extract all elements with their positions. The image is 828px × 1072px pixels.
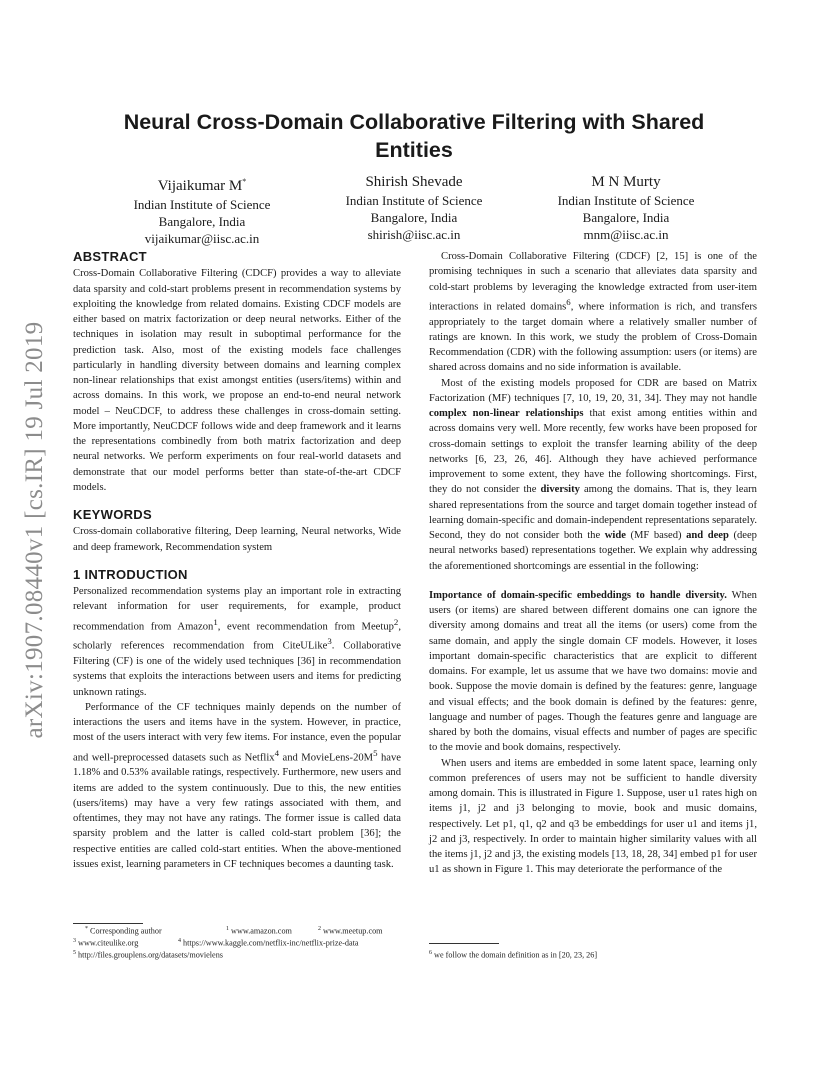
right-paragraph-1: Cross-Domain Collaborative Filtering (CDCF) [2, 15] is one of the promising techniques in such a scenario that alleviates data sparsity and cold-start problems by leveraging the knowledge extracted from user-item interactions in related domains$^6$, where information is rich, and transfers appropriately to the target domain where a relatively smaller number of ratings are known. In this work, we study the problem of Cross-Domain Recommendation (CDR) with the following assumption: users (or items) are shared across domains and no side information is available. bbox=[429, 251, 757, 374]
author-email: vijaikumar@iisc.ac.in bbox=[144, 231, 260, 246]
right-paragraph-4: When users and items are embedded in some latent space, learning only common preferences of users may not be sufficient to handle diversity among domain. This is illustrated in Figure 1. Suppose, user u1 rates high on items j1, j2 and j3 belonging to movie, book and music domains, respectively. Let p1, q1, q2 and q3 be embeddings for user u1 and items j1, j2 and j3, respectively. In order to maintain higher similarity values with all the items j1, j2 and j3, the existing models [13, 18, 28, 34] embed p1 for user u1 as shown in Figure 1. This may deteriorate the performance of the bbox=[429, 757, 757, 876]
introduction-heading: 1 INTRODUCTION bbox=[73, 566, 188, 582]
arxiv-id: arXiv:1907.08440v1 [cs.IR] 19 Jul 2019 bbox=[21, 321, 48, 739]
footnote-corresponding: * Corresponding author bbox=[85, 926, 162, 936]
author-name: Vijaikumar M bbox=[157, 178, 243, 194]
footnote-5: $^5$ http://files.grouplens.org/datasets/movielens bbox=[73, 950, 223, 960]
right-paragraph-3: Importance of domain-specific embeddings to handle diversity. When users (or items) are shared between different domains one can ignore the diversity among domains and treat all the items (or users) come from the same domain, and apply the single domain CF models. However, it loses important domain-specific characteristics that are explicit to different domains. For example, let us assume that we have two domains: movie and book. Suppose the movie domain is defined by the features: genre, language and visual effects; and the book domain is defined by the features: genre, language and number of pages. Though the features genre and language are shared by both the domains, visual effects and number of pages are specific to the movie and book domains, respectively. bbox=[429, 589, 757, 754]
footnote-3: $^3$ www.citeulike.org bbox=[73, 938, 139, 948]
author-location: Bangalore, India bbox=[158, 214, 246, 229]
abstract-heading: ABSTRACT bbox=[73, 249, 147, 264]
keywords-text: Cross-domain collaborative filtering, Deep learning, Neural networks, Wide and deep framework, Recommendation system bbox=[73, 526, 401, 553]
author-affiliation: Indian Institute of Science bbox=[345, 193, 483, 208]
footnote-1: $^1$ www.amazon.com bbox=[226, 926, 292, 936]
intro-paragraph-1: Personalized recommendation systems play an important role in extracting relevant information for user requirements, for example, product recommendation from Amazon$^1$, event recommendation from Meetup$^2$, scholarly references recommendation from CiteULike$^3$. Collaborative Filtering (CF) is one of the widely used techniques [36] in recommendation systems that exploits the interactions between users and items for predicting unknown ratings. bbox=[73, 586, 401, 698]
author-mark: * bbox=[242, 177, 247, 186]
footnote-6: $^6$ we follow the domain definition as in [20, 23, 26] bbox=[429, 950, 598, 960]
author-name: M N Murty bbox=[591, 174, 661, 190]
right-column bbox=[429, 249, 757, 878]
author-1 bbox=[96, 172, 308, 247]
author-location: Bangalore, India bbox=[582, 210, 670, 225]
keywords-heading: KEYWORDS bbox=[73, 507, 152, 522]
footnote-rule-right bbox=[429, 943, 499, 944]
author-2 bbox=[308, 172, 520, 247]
author-block bbox=[96, 172, 732, 247]
intro-paragraph-2: Performance of the CF techniques mainly depends on the number of interactions the users and items have in the system. However, in practice, most of the users interact with very few items. For instance, even the popular and well-preprocessed datasets such as Netflix$^4$ and MovieLens-$20M^5$ have 1.18% and 0.53% available ratings, respectively. Furthermore, new users and items are added to the system continuously. Due to this, the new entities (users/items) may have a very few ratings associated with them, and oftentimes, they may not have any ratings. The former issue is called data sparsity problem and the latter is called cold-start problem [36]; the respective entities are called cold-start entities. When the above-mentioned issues exist, learning parameters in CF techniques becomes a daunting task. bbox=[73, 701, 402, 870]
footnote-4: $^4$ https://www.kaggle.com/netflix-inc/netflix-prize-data bbox=[178, 938, 359, 948]
footnote-2: $^2$ www.meetup.com bbox=[318, 926, 383, 936]
right-paragraph-2: Most of the existing models proposed for CDR are based on Matrix Factorization (MF) techniques [7, 10, 19, 20, 31, 34]. They may not handle complex non-linear relationships that exist among entities within and across domains very well. More recently, few works have been proposed for cross-domain settings to exploit the transfer learning ability of the deep networks [6, 23, 26, 46]. Although they have achieved performance improvement to some extent, they have the following shortcomings. First, they do not consider the diversity among the domains. That is, they learn shared representations from the source and target domain together instead of learning domain-specific and domain-independent representations separately. Second, they do not consider both the wide (MF based) and deep (deep neural networks based) representations together. We explain why addressing the aforementioned shortcomings are essential in the following: bbox=[429, 377, 757, 572]
arxiv-stamp bbox=[12, 300, 58, 760]
paper-title: Neural Cross-Domain Collaborative Filtering with Shared Entities bbox=[123, 110, 705, 162]
author-location: Bangalore, India bbox=[370, 210, 458, 225]
abstract-text: Cross-Domain Collaborative Filtering (CDCF) provides a way to alleviate data sparsity and cold-start problems present in recommendation systems by exploiting the knowledge from related domains. Existing CDCF models are either based on matrix factorization or deep neural networks. Either of the techniques in isolation may result in suboptimal performance for the prediction task. Also, most of the existing models face challenges particularly in handling diversity between domains and learning complex non-linear relationships that exist amongst entities (users/items) within and across domains. In this work, we propose an end-to-end neural network model – NeuCDCF, to address these challenges in cross-domain setting. More importantly, NeuCDCF follows wide and deep framework and it learns the representations combinedly from both matrix factorization and deep neural networks. We perform experiments on four real-world datasets and demonstrate that our model performs better than state-of-the-art CDCF models. bbox=[73, 268, 401, 493]
author-email: shirish@iisc.ac.in bbox=[367, 227, 461, 242]
author-name: Shirish Shevade bbox=[365, 174, 463, 190]
left-column bbox=[73, 249, 401, 872]
author-email: mnm@iisc.ac.in bbox=[583, 227, 669, 242]
author-3 bbox=[520, 172, 732, 247]
author-affiliation: Indian Institute of Science bbox=[557, 193, 695, 208]
author-affiliation: Indian Institute of Science bbox=[133, 197, 271, 212]
